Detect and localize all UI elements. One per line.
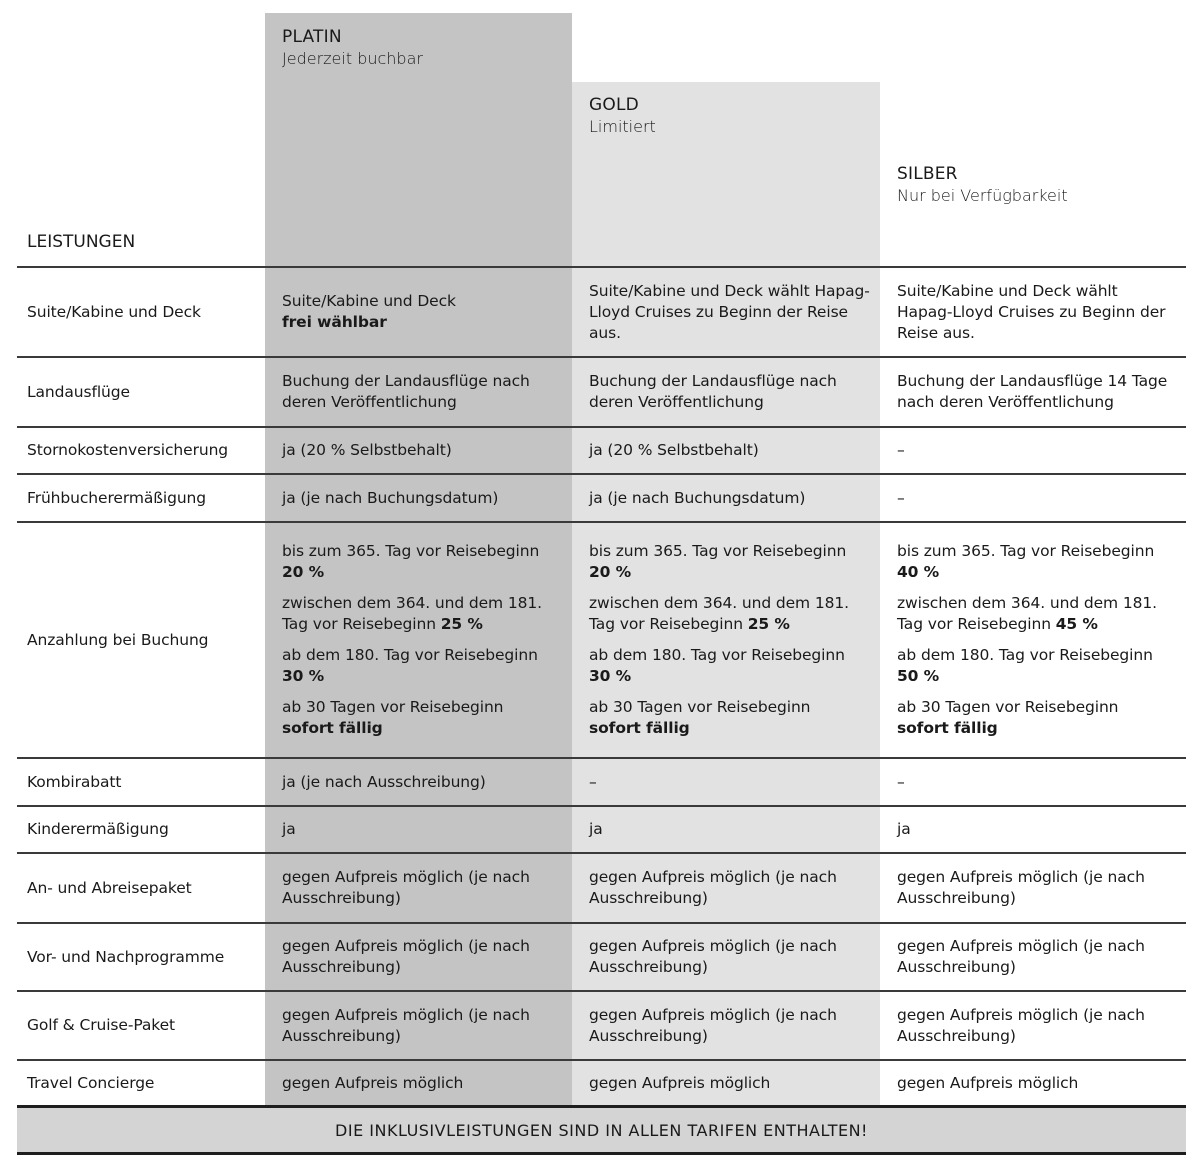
cell-text: gegen Aufpreis möglich (je nach Ausschreibung) xyxy=(897,937,1145,976)
cell-platin xyxy=(265,807,572,852)
cell-gold xyxy=(572,854,880,922)
table-row-stornokosten xyxy=(17,426,1186,473)
cell-platin xyxy=(265,854,572,922)
cell-text: – xyxy=(897,441,905,459)
payment-rule-text: ab dem 180. Tag vor Reisebeginn xyxy=(897,646,1153,664)
payment-rule xyxy=(897,593,1176,635)
payment-rule-text: bis zum 365. Tag vor Reisebeginn xyxy=(897,542,1155,560)
row-label-text: Kinderermäßigung xyxy=(27,820,169,838)
payment-rule-text: zwischen dem 364. und dem 181. Tag vor Reisebeginn xyxy=(282,594,542,633)
table-row-landausfluege xyxy=(17,356,1186,426)
row-label xyxy=(17,924,265,990)
payment-rule xyxy=(282,541,562,583)
payment-rule xyxy=(589,593,870,635)
payment-rule-value: sofort fällig xyxy=(589,719,690,737)
row-label xyxy=(17,428,265,473)
cell-silber xyxy=(880,268,1186,356)
payment-rule-value: 30 % xyxy=(282,667,325,685)
row-label-text: Golf & Cruise-Paket xyxy=(27,1016,176,1034)
cell-gold xyxy=(572,1061,880,1106)
row-label xyxy=(17,358,265,426)
cell-text: – xyxy=(589,772,597,791)
cell-gold xyxy=(572,358,880,426)
cell-silber xyxy=(880,992,1186,1059)
payment-rule-value: 50 % xyxy=(897,667,940,685)
row-label-text: An- und Abreisepaket xyxy=(27,878,192,897)
cell-text: ja (je nach Ausschreibung) xyxy=(282,772,486,791)
payment-rule-value: sofort fällig xyxy=(282,719,383,737)
cell-text: gegen Aufpreis möglich (je nach Ausschreibung) xyxy=(897,1005,1145,1045)
row-label xyxy=(17,759,265,805)
payment-rule xyxy=(589,697,870,739)
cell-gold xyxy=(572,475,880,521)
cell-silber xyxy=(880,1061,1186,1106)
row-label xyxy=(17,523,265,757)
header-gold xyxy=(589,95,656,137)
cell-text: ja xyxy=(589,820,603,838)
cell-platin xyxy=(265,475,572,521)
cell-text: gegen Aufpreis möglich (je nach Ausschreibung) xyxy=(589,868,837,907)
cell-text: Suite/Kabine und Deck xyxy=(282,292,456,310)
cell-silber xyxy=(880,924,1186,990)
tariff-title: SILBER xyxy=(897,164,958,184)
cell-silber xyxy=(880,807,1186,852)
payment-rule-text: zwischen dem 364. und dem 181. Tag vor Reisebeginn xyxy=(897,594,1157,633)
tariff-comparison-table xyxy=(17,0,1186,1168)
cell-text: ja (je nach Buchungsdatum) xyxy=(282,488,499,507)
row-label-text: Landausflüge xyxy=(27,382,130,401)
row-label xyxy=(17,268,265,356)
row-label-text: Suite/Kabine und Deck xyxy=(27,302,201,321)
cell-text: ja xyxy=(282,820,296,838)
tariff-subtitle: Limitiert xyxy=(589,117,656,136)
cell-text: gegen Aufpreis möglich (je nach Ausschreibung) xyxy=(282,868,530,907)
cell-text: gegen Aufpreis möglich (je nach Ausschreibung) xyxy=(897,868,1145,907)
cell-text: gegen Aufpreis möglich (je nach Ausschreibung) xyxy=(589,937,837,976)
payment-rule xyxy=(897,541,1176,583)
cell-bold-text: frei wählbar xyxy=(282,313,387,331)
row-label-text: Stornokostenversicherung xyxy=(27,441,229,459)
row-label-text: Travel Concierge xyxy=(27,1074,155,1092)
cell-gold xyxy=(572,807,880,852)
payment-rule xyxy=(589,645,870,687)
cell-gold xyxy=(572,992,880,1059)
cell-text: – xyxy=(897,488,905,507)
payment-rule-value: sofort fällig xyxy=(897,719,998,737)
payment-rule-text: ab dem 180. Tag vor Reisebeginn xyxy=(589,646,845,664)
cell-gold xyxy=(572,924,880,990)
header-silber xyxy=(897,164,1068,206)
payment-rule-text: zwischen dem 364. und dem 181. Tag vor Reisebeginn xyxy=(589,594,849,633)
cell-text: Buchung der Landausflüge nach deren Veröffentlichung xyxy=(589,372,837,411)
payment-rule-value: 40 % xyxy=(897,563,940,581)
tariff-subtitle: Jederzeit buchbar xyxy=(282,49,423,68)
table-row-kombirabatt xyxy=(17,757,1186,805)
table-row-vor-nach xyxy=(17,922,1186,990)
payment-rule-value: 25 % xyxy=(747,615,790,633)
table-row-travel-concierge xyxy=(17,1059,1186,1106)
payment-rule-value: 20 % xyxy=(589,563,632,581)
cell-text: ja (je nach Buchungsdatum) xyxy=(589,488,806,507)
table-row-fruehbucher xyxy=(17,473,1186,521)
payment-rule xyxy=(282,645,562,687)
payment-rule-value: 25 % xyxy=(440,615,483,633)
payment-rule xyxy=(282,697,562,739)
row-label-text: Kombirabatt xyxy=(27,772,122,791)
table-body xyxy=(17,266,1186,1106)
cell-silber xyxy=(880,428,1186,473)
row-label-text: Anzahlung bei Buchung xyxy=(27,630,209,649)
cell-text: Suite/Kabine und Deck wählt Hapag-Lloyd Cruises zu Beginn der Reise aus. xyxy=(897,281,1166,342)
payment-rule-value: 30 % xyxy=(589,667,632,685)
payment-rule-value: 45 % xyxy=(1055,615,1098,633)
tariff-title: PLATIN xyxy=(282,27,342,47)
cell-platin xyxy=(265,924,572,990)
payment-rule-text: bis zum 365. Tag vor Reisebeginn xyxy=(282,542,540,560)
cell-text: gegen Aufpreis möglich (je nach Ausschreibung) xyxy=(282,937,530,976)
cell-platin xyxy=(265,358,572,426)
cell-platin xyxy=(265,992,572,1059)
table-row-anzahlung xyxy=(17,521,1186,757)
cell-gold xyxy=(572,523,880,757)
payment-rule xyxy=(897,645,1176,687)
payment-rule-text: bis zum 365. Tag vor Reisebeginn xyxy=(589,542,847,560)
cell-platin xyxy=(265,1061,572,1106)
cell-gold xyxy=(572,268,880,356)
cell-text: gegen Aufpreis möglich xyxy=(589,1074,771,1092)
cell-platin xyxy=(265,759,572,805)
cell-gold xyxy=(572,759,880,805)
table-row-an-abreise xyxy=(17,852,1186,922)
header-platin xyxy=(282,27,423,69)
payment-rule-value: 20 % xyxy=(282,563,325,581)
payment-rule-text: ab 30 Tagen vor Reisebeginn xyxy=(589,698,811,716)
cell-silber xyxy=(880,358,1186,426)
cell-text: ja xyxy=(897,820,911,838)
table-row-kinder xyxy=(17,805,1186,852)
cell-text: Buchung der Landausflüge 14 Tage nach deren Veröffentlichung xyxy=(897,372,1168,411)
payment-rule xyxy=(589,541,870,583)
payment-rule-text: ab 30 Tagen vor Reisebeginn xyxy=(282,698,504,716)
footer-text: DIE INKLUSIVLEISTUNGEN SIND IN ALLEN TARIFEN ENTHALTEN! xyxy=(335,1120,868,1140)
cell-text: Suite/Kabine und Deck wählt Hapag-Lloyd Cruises zu Beginn der Reise aus. xyxy=(589,281,870,342)
cell-gold xyxy=(572,428,880,473)
cell-silber xyxy=(880,759,1186,805)
tariff-subtitle: Nur bei Verfügbarkeit xyxy=(897,186,1068,205)
row-label xyxy=(17,475,265,521)
table-row-golf-cruise xyxy=(17,990,1186,1059)
row-label-text: Frühbucherermäßigung xyxy=(27,488,207,507)
cell-text: ja (20 % Selbstbehalt) xyxy=(589,441,759,459)
cell-silber xyxy=(880,475,1186,521)
cell-platin xyxy=(265,268,572,356)
row-label-text: Vor- und Nachprogramme xyxy=(27,947,225,966)
cell-text: – xyxy=(897,772,905,791)
cell-silber xyxy=(880,854,1186,922)
row-label xyxy=(17,992,265,1059)
cell-text: ja (20 % Selbstbehalt) xyxy=(282,441,452,459)
cell-platin xyxy=(265,523,572,757)
header-leistungen: LEISTUNGEN xyxy=(27,232,136,252)
cell-platin xyxy=(265,428,572,473)
cell-text: gegen Aufpreis möglich xyxy=(897,1074,1079,1092)
cell-text: gegen Aufpreis möglich (je nach Ausschreibung) xyxy=(589,1005,837,1045)
cell-text: gegen Aufpreis möglich xyxy=(282,1074,464,1092)
row-label xyxy=(17,1061,265,1106)
row-label xyxy=(17,854,265,922)
payment-rule-text: ab dem 180. Tag vor Reisebeginn xyxy=(282,646,538,664)
cell-text: gegen Aufpreis möglich (je nach Ausschreibung) xyxy=(282,1005,530,1045)
tariff-title: GOLD xyxy=(589,95,639,115)
payment-rule-text: ab 30 Tagen vor Reisebeginn xyxy=(897,698,1119,716)
footer-banner xyxy=(17,1105,1186,1155)
cell-silber xyxy=(880,523,1186,757)
cell-text: Buchung der Landausflüge nach deren Veröffentlichung xyxy=(282,372,530,411)
table-row-suite-kabine xyxy=(17,266,1186,356)
payment-rule xyxy=(282,593,562,635)
row-label xyxy=(17,807,265,852)
payment-rule xyxy=(897,697,1176,739)
